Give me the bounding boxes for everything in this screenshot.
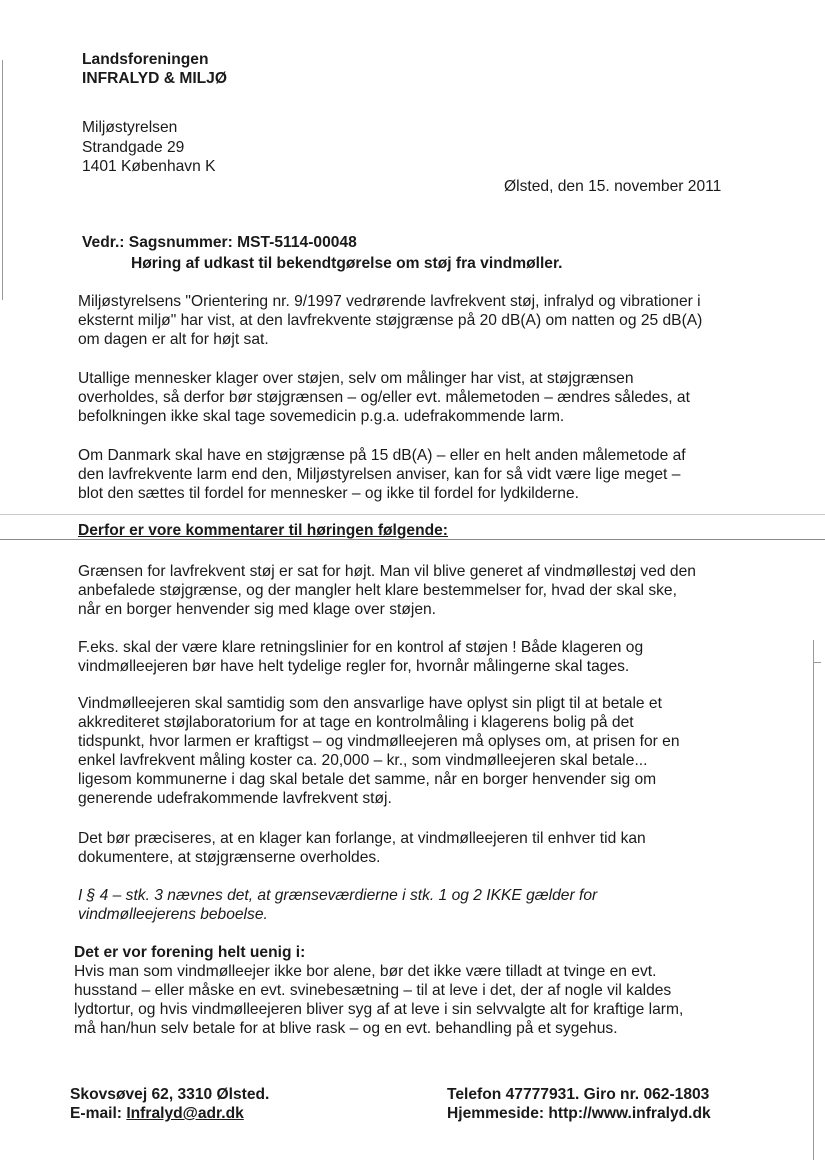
- paragraph-8-italic: [78, 886, 748, 924]
- paragraph-9-line: Hvis man som vindmølleejer ikke bor alene, bør det ikke være tilladt at tvinge en evt.: [74, 963, 657, 980]
- disagree-heading: Det er vor forening helt uenig i:: [74, 944, 306, 961]
- paragraph-6-line: Vindmølleejeren skal samtidig som den ansvarlige have oplyst sin pligt til at betale et: [78, 695, 662, 712]
- paragraph-8-line: I § 4 – stk. 3 nævnes det, at grænseværdierne i stk. 1 og 2 IKKE gælder for: [78, 887, 598, 904]
- footer-phone: Telefon 47777931. Giro nr. 062-1803: [447, 1086, 710, 1103]
- paragraph-6-line: enkel lavfrekvent måling koster ca. 20,000 – kr., som vindmølleejeren skal betale...: [78, 752, 648, 769]
- scan-tick-right: [813, 662, 821, 663]
- comments-heading: Derfor er vore kommentarer til høringen følgende:: [78, 522, 448, 539]
- paragraph-4-line: Grænsen for lavfrekvent støj er sat for højt. Man vil blive generet af vindmøllestøj ved den: [78, 563, 696, 580]
- paragraph-3-line: Om Danmark skal have en støjgrænse på 15 dB(A) – eller en helt anden målemetode af: [78, 447, 686, 464]
- scan-edge-left: [2, 60, 3, 300]
- paragraph-9-line: må han/hun selv betale for at blive rask – og en evt. behandling på et sygehus.: [74, 1020, 618, 1037]
- footer-email-row: [70, 1104, 244, 1123]
- paragraph-4: [78, 562, 748, 619]
- paragraph-6-line: generende udefrakommende lavfrekvent støj.: [78, 790, 392, 807]
- recipient-city: 1401 København K: [82, 158, 216, 175]
- paragraph-1-line: om dagen er alt for højt sat.: [78, 331, 269, 348]
- paragraph-7-line: dokumentere, at støjgrænserne overholdes.: [78, 849, 381, 866]
- scan-edge-right: [813, 640, 814, 1160]
- paragraph-1-line: eksternt miljø" har vist, at den lavfrekvente støjgrænse på 20 dB(A) om natten og 25 dB(A): [78, 312, 703, 329]
- recipient-name: Miljøstyrelsen: [82, 119, 178, 136]
- footer-email-label: E-mail:: [70, 1105, 127, 1122]
- paragraph-4-line: anbefalede støjgrænse, og der mangler helt klare bestemmelser for, hvad der skal ske,: [78, 582, 677, 599]
- paragraph-6-line: akkrediteret støjlaboratorium for at tage en kontrolmåling i klagerens bolig på det: [78, 714, 634, 731]
- paragraph-9-line: lydtortur, og hvis vindmølleejeren bliver syg af at leve i sin selvvalgte alt for kraftige larm,: [74, 1001, 684, 1018]
- paragraph-2-line: Utallige mennesker klager over støjen, selv om målinger har vist, at støjgrænsen: [78, 370, 634, 387]
- paragraph-5-line: vindmølleejeren bør have helt tydelige regler for, hvornår målingerne skal tages.: [78, 658, 630, 675]
- paragraph-3: [78, 446, 748, 503]
- date-line: Ølsted, den 15. november 2011: [504, 178, 722, 195]
- sender-org-line2: INFRALYD & MILJØ: [82, 70, 227, 87]
- paragraph-2-line: overholdes, så derfor bør støjgrænsen – og/eller evt. målemetoden – ændres således, at: [78, 389, 690, 406]
- paragraph-3-line: den lavfrekvente larm end den, Miljøstyrelsen anviser, kan for så vidt være lige meget –: [78, 466, 681, 483]
- paragraph-3-line: blot den sættes til fordel for mennesker – og ikke til fordel for lydkilderne.: [78, 485, 579, 502]
- paragraph-6-line: tidspunkt, hvor larmen er kraftigst – og vindmølleejeren må oplyses om, at prisen for en: [78, 733, 680, 750]
- subject-line2: Høring af udkast til bekendtgørelse om støj fra vindmøller.: [131, 255, 563, 272]
- footer-address: Skovsøvej 62, 3310 Ølsted.: [70, 1086, 270, 1103]
- paragraph-1-line: Miljøstyrelsens "Orientering nr. 9/1997 vedrørende lavfrekvent støj, infralyd og vibrationer i: [78, 293, 701, 310]
- paragraph-6-line: ligesom kommunerne i dag skal betale det samme, når en borger henvender sig om: [78, 771, 657, 788]
- footer-website[interactable]: Hjemmeside: http://www.infralyd.dk: [447, 1105, 711, 1122]
- paragraph-9: [74, 962, 744, 1038]
- paragraph-6: [78, 694, 748, 808]
- scan-line-top: [0, 514, 825, 515]
- paragraph-7-line: Det bør præciseres, at en klager kan forlange, at vindmølleejeren til enhver tid kan: [78, 830, 646, 847]
- paragraph-4-line: når en borger henvender sig med klage over støjen.: [78, 601, 436, 618]
- footer-email-link[interactable]: Infralyd@adr.dk: [126, 1105, 244, 1122]
- paragraph-5-line: F.eks. skal der være klare retningslinier for en kontrol af støjen ! Både klageren og: [78, 639, 644, 656]
- paragraph-7: [78, 829, 748, 867]
- paragraph-1: [78, 292, 748, 349]
- paragraph-2: [78, 369, 748, 426]
- paragraph-2-line: befolkningen ikke skal tage sovemedicin p.g.a. udefrakommende larm.: [78, 408, 565, 425]
- paragraph-9-line: husstand – eller måske en evt. svinebesætning – til at leve i det, der af nogle vil kaldes: [74, 982, 672, 999]
- paragraph-5: [78, 638, 748, 676]
- paragraph-8-line: vindmølleejerens beboelse.: [78, 906, 268, 923]
- sender-org-line1: Landsforeningen: [82, 51, 209, 68]
- recipient-street: Strandgade 29: [82, 139, 185, 156]
- subject-line1: Vedr.: Sagsnummer: MST-5114-00048: [82, 234, 357, 251]
